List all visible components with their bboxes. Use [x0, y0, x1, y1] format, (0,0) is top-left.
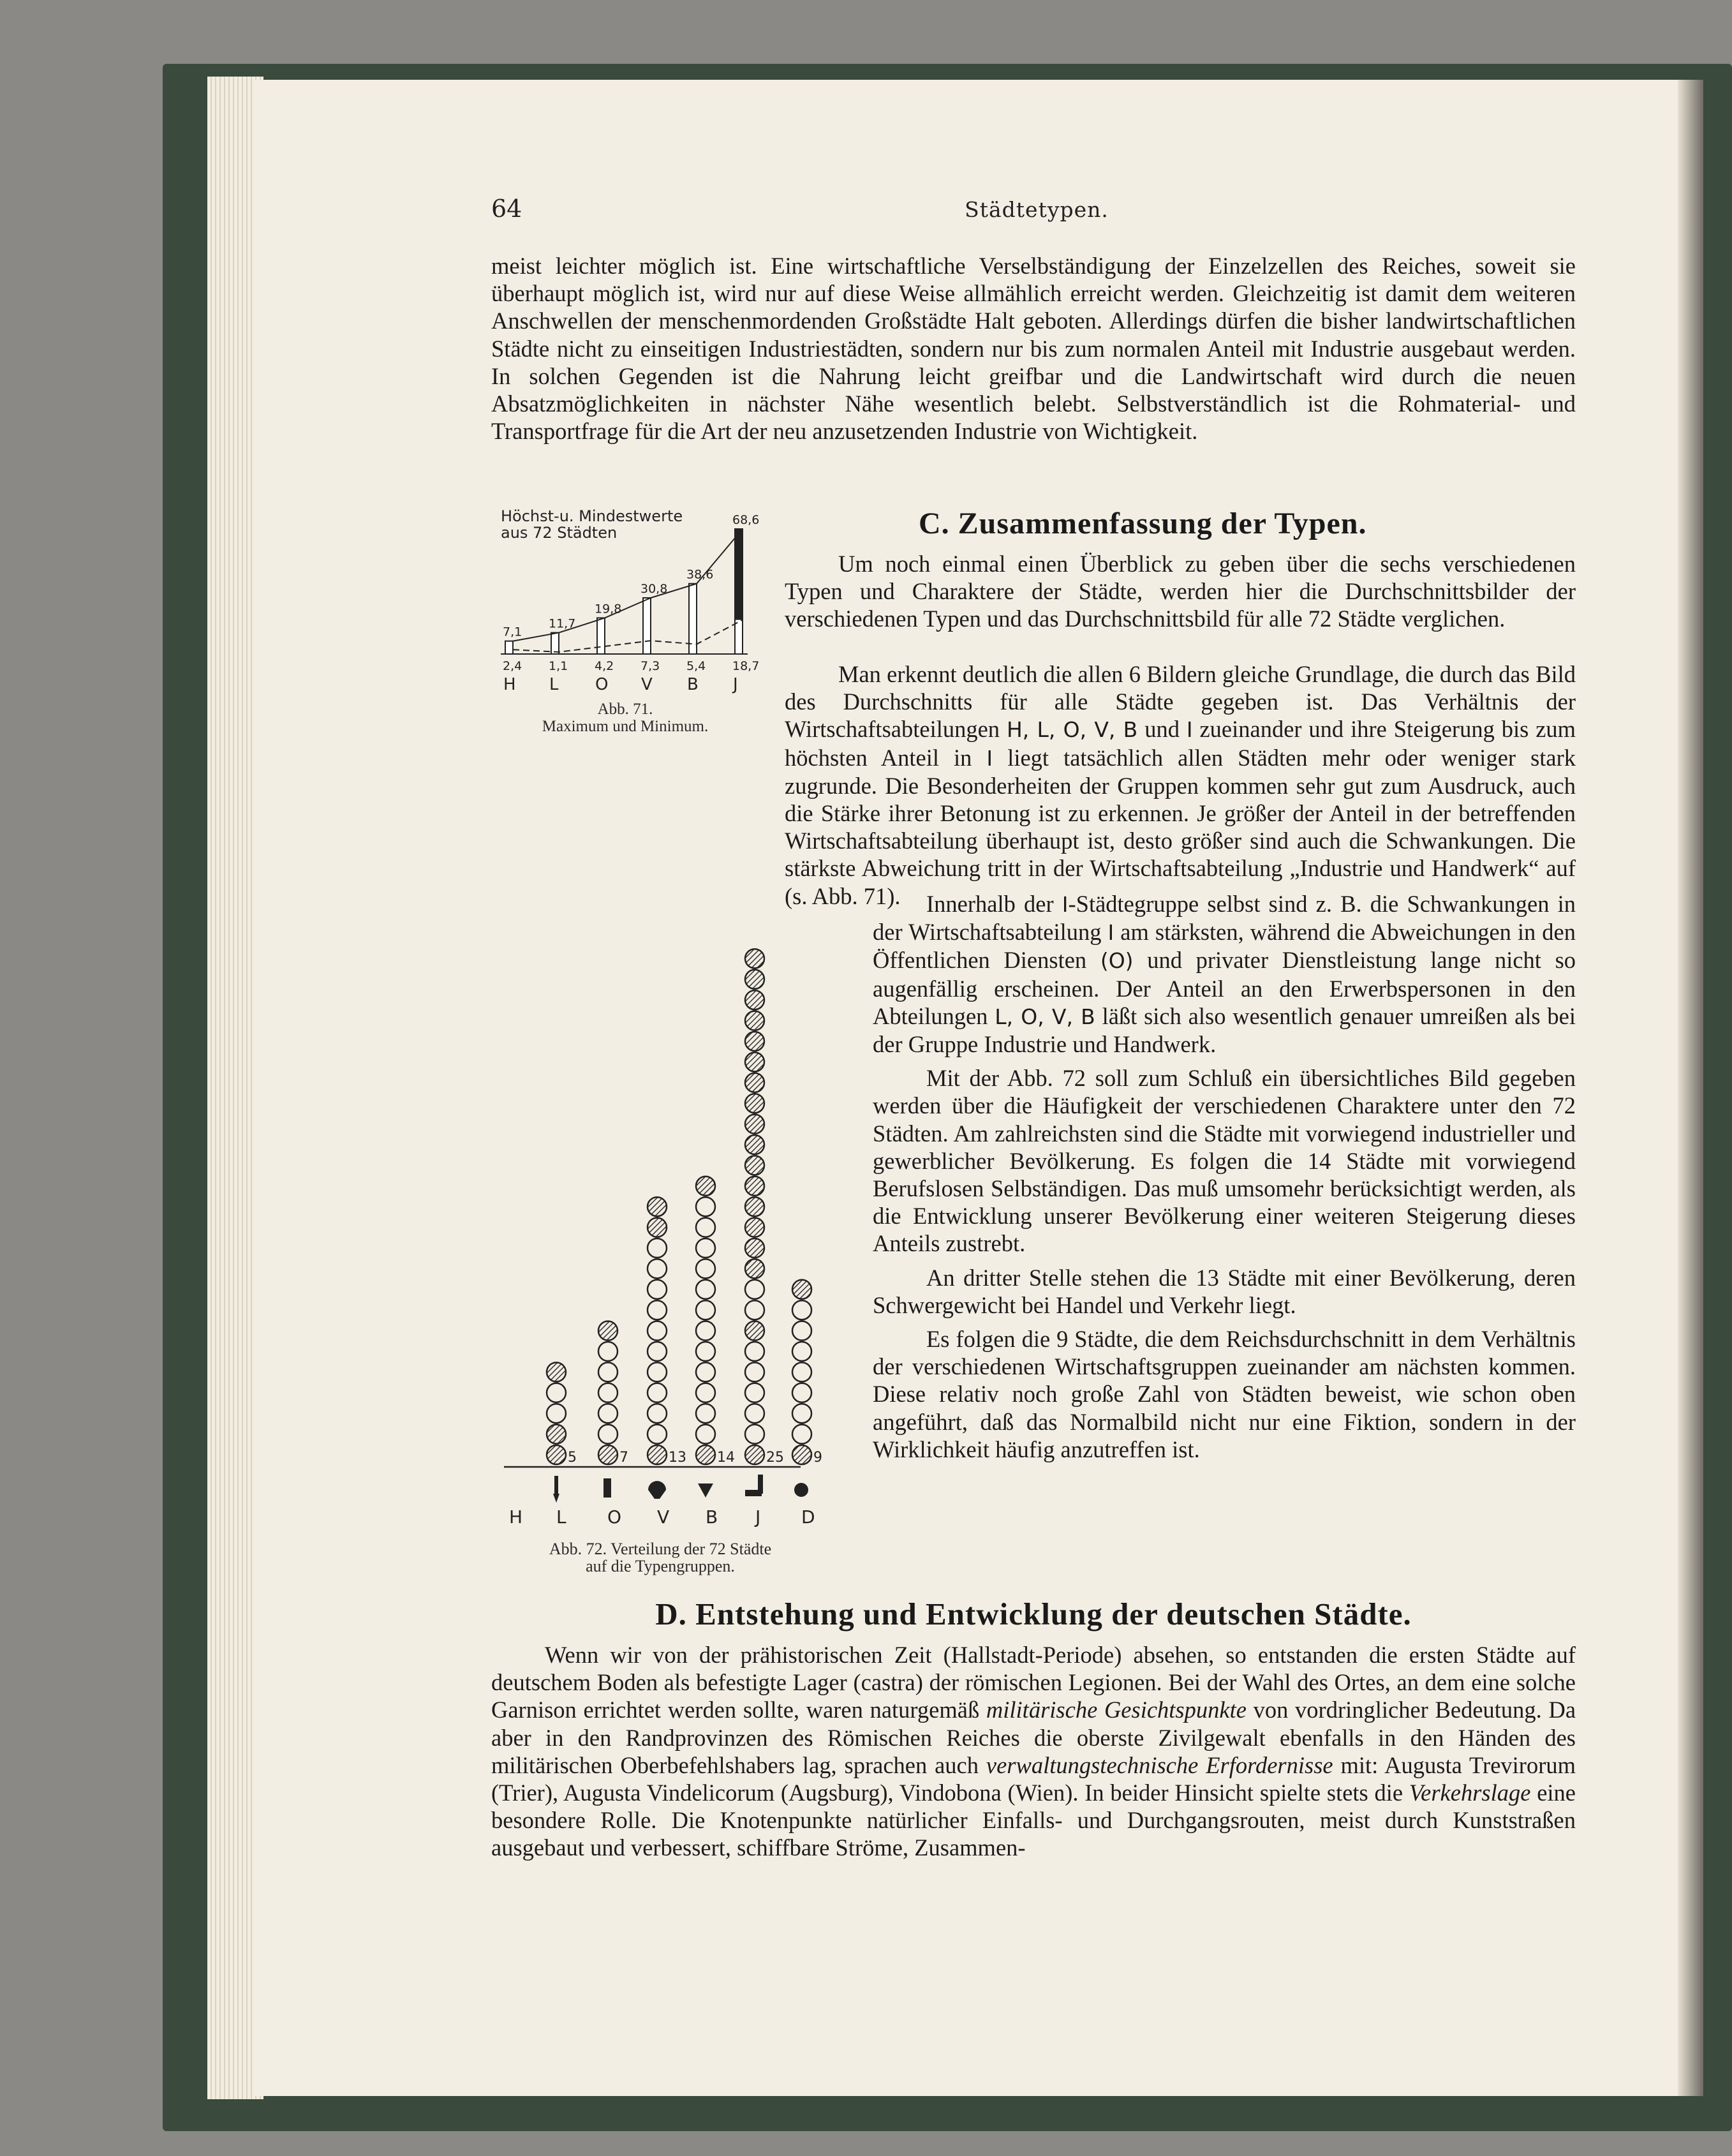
- fig71-max-bar-H: [505, 641, 513, 654]
- c2-part-a: Man erkennt deutlich die allen 6 Bildern gleiche Grundlage, die durch das Bild des Durchschnitts für alle Städte gegeben ist. Das Verhältnis der Wirtschaftsabteilungen: [785, 661, 1576, 743]
- fig72-circle-L: [598, 1445, 618, 1464]
- d1-emphasis-1: militärische Gesichtspunkte: [986, 1697, 1247, 1723]
- fig72-circle-J: [792, 1300, 811, 1320]
- fig72-category-L: L: [556, 1506, 566, 1528]
- fig72-circle-L: [598, 1321, 618, 1341]
- c2-letters: H, L, O, V, B: [1006, 717, 1138, 743]
- fig71-max-label-J: 68,6: [732, 513, 760, 527]
- fig72-count-label-O: 13: [669, 1450, 686, 1466]
- c3-part-e: läßt sich also wesentlich genauer umreißen als bei der Gruppe Industrie und Handwerk.: [873, 1002, 1576, 1058]
- fig72-circle-O: [648, 1445, 667, 1464]
- fig72-circle-V: [696, 1218, 715, 1237]
- fig72-symbol-hook-stem: [758, 1475, 763, 1494]
- fig72-caption-line1: Abb. 72. Verteilung der 72 Städte: [549, 1540, 772, 1558]
- fig72-circle-O: [648, 1300, 667, 1320]
- fig72-circle-L: [598, 1425, 618, 1444]
- fig72-category-D: D: [801, 1506, 815, 1528]
- c2-part-c: zueinander und ihre Steigerung bis zum höchsten Anteil in: [785, 716, 1576, 771]
- fig71-min-label-L: 1,1: [549, 659, 568, 673]
- fig71-min-line: [513, 620, 743, 652]
- fig72-symbol-dot: [794, 1483, 808, 1497]
- fig72-circle-B: [745, 1218, 764, 1237]
- c3-part-a: Innerhalb der: [926, 891, 1054, 917]
- fig72-circle-V: [696, 1445, 715, 1464]
- section-c-right-column: [873, 890, 1576, 1463]
- fig72-circle-V: [696, 1238, 715, 1258]
- fig72-circle-H: [547, 1425, 566, 1444]
- fig71-category-H: H: [503, 675, 516, 694]
- fig72-circle-O: [648, 1362, 667, 1381]
- heading-c: C. Zusammenfassung der Typen.: [919, 507, 1367, 540]
- fig72-circle-B: [745, 1342, 764, 1361]
- fig71-category-V: V: [641, 675, 653, 694]
- fig71-caption-line2: Maximum und Minimum.: [542, 718, 709, 735]
- fig72-caption-line2: auf die Typengruppen.: [586, 1557, 735, 1575]
- fig72-circle-B: [745, 1321, 764, 1341]
- fig71-min-label-B: 5,4: [686, 659, 706, 673]
- fig72-circle-V: [696, 1321, 715, 1341]
- fig72-circle-B: [745, 1156, 764, 1175]
- c3-part-c: am stärksten, während die Abweichungen in den Öffentlichen Diensten: [873, 919, 1576, 974]
- fig72-category-H: H: [509, 1506, 523, 1528]
- fig72-circle-V: [696, 1383, 715, 1402]
- fig72-circle-B: [745, 970, 764, 989]
- paragraph-c4: Mit der Abb. 72 soll zum Schluß ein übersichtliches Bild gegeben werden über die Häufigkeit der verschiedenen Charaktere unter den 72 Städten. Am zahlreichsten sind die Städte mit vorwiegend industrieller und gewerblicher Bevölkerung. Es folgen die 14 Städte mit vorwiegend Berufslosen Selbständigen. Das muß umsomehr berücksichtigt werden, als die Entwicklung unserer Bevölkerung einer weiteren Steigerung dieses Anteils zustrebt.: [873, 1065, 1576, 1257]
- fig71-max-label-B: 38,6: [686, 567, 714, 582]
- fig72-circle-L: [598, 1342, 618, 1361]
- fig72-circle-B: [745, 1011, 764, 1030]
- fig72-circle-O: [648, 1280, 667, 1299]
- fig72-circle-O: [648, 1404, 667, 1423]
- d1-emphasis-2: verwaltungstechnische Erfordernisse: [986, 1751, 1333, 1778]
- fig71-min-label-O: 4,2: [595, 659, 614, 673]
- fig72-circle-B: [745, 1238, 764, 1258]
- fig71-caption-line1: Abb. 71.: [597, 701, 653, 718]
- figure-72-chart: [504, 890, 822, 1541]
- d1-part-c: mit: Augusta Trevirorum (Trier), Augusta Vindelicorum (Augsburg), Vindobona (Wien). In beider Hinsicht spielte stets die: [491, 1751, 1576, 1806]
- c3-part-d: und privater Dienstleistung lange nicht so augenfällig erscheinen. Der Anteil an den Erwerbspersonen in den Abteilungen: [873, 947, 1576, 1029]
- figure-72-caption: [504, 1540, 817, 1575]
- fig72-circle-O: [648, 1383, 667, 1402]
- fig72-count-label-J: 9: [813, 1450, 822, 1466]
- fig72-symbol-shell: [648, 1481, 666, 1499]
- paragraph-c3: [873, 890, 1576, 1058]
- fig71-min-label-V: 7,3: [640, 659, 660, 673]
- c3-o: (O): [1100, 948, 1134, 974]
- fig71-range-bar-J: [735, 529, 743, 620]
- fig72-circle-O: [648, 1342, 667, 1361]
- d1-emphasis-3: Verkehrslage: [1409, 1780, 1531, 1806]
- fig72-circle-H: [547, 1362, 566, 1381]
- fig71-max-label-H: 7,1: [503, 625, 522, 639]
- c3-i: I: [1062, 892, 1069, 917]
- fig72-circle-V: [696, 1300, 715, 1320]
- running-header: [491, 195, 1582, 233]
- heading-d: D. Entstehung und Entwicklung der deutschen Städte.: [655, 1596, 1412, 1632]
- fig72-circle-B: [745, 1300, 764, 1320]
- fig71-title-line2: aus 72 Städten: [501, 524, 618, 542]
- paragraph-1: meist leichter möglich ist. Eine wirtschaftliche Verselbständigung der Einzelzellen des Reiches, soweit sie überhaupt möglich ist, wird nur auf diese Weise allmählich erreicht werden. Gleichzeitig ist damit dem weiteren Anschwellen der menschenmordenden Großstädte Halt geboten. Allerdings dürfen die bisher landwirtschaftlichen Städte nicht zu einseitigen Industriestädten, sondern nur bis zum normalen Anteil mit Industrie ausgebaut werden. In solchen Gegenden ist die Nahrung leicht greifbar und die Landwirtschaft wird durch die neuen Absatzmöglichkeiten in nächster Nähe wesentlich belebt. Selbstverständlich ist die Rohmaterial- und Transportfrage für die Art der neu anzusetzenden Industrie von Wichtigkeit.: [491, 253, 1576, 445]
- fig72-circle-L: [598, 1362, 618, 1381]
- fig72-circle-J: [792, 1425, 811, 1444]
- fig72-symbol-bar: [603, 1478, 611, 1498]
- c3-part-b: -Städtegruppe selbst sind z. B. die Schwankungen in der Wirtschaftsabteilung: [873, 891, 1576, 946]
- fig72-circle-V: [696, 1197, 715, 1216]
- fig72-circle-B: [745, 1177, 764, 1196]
- fig72-circle-V: [696, 1342, 715, 1361]
- c2-part-d: liegt tatsächlich allen Städten mehr oder weniger stark zugrunde. Die Besonderheiten der Gruppen kommen sehr gut zum Ausdruck, auch die Stärke ihrer Betonung ist zu erkennen. Je größer der Anteil in der betreffenden Wirtschaftsabteilung überhaupt ist, desto größer sind auch die Schwankungen. Die stärkste Abweichung tritt in der Wirtschaftsabteilung „Industrie und Handwerk“ auf (s. Abb. 71).: [785, 744, 1576, 909]
- fig72-circle-J: [792, 1342, 811, 1361]
- fig71-max-label-L: 11,7: [549, 616, 576, 631]
- fig72-circle-J: [792, 1321, 811, 1341]
- paragraph-d1: [491, 1641, 1576, 1862]
- fig71-category-J: J: [733, 675, 738, 694]
- fig71-max-line: [513, 529, 743, 641]
- fig72-circle-B: [745, 1362, 764, 1381]
- fig72-category-V: V: [657, 1506, 670, 1528]
- d1-part-b: von vordringlicher Bedeutung. Da aber in den Randprovinzen des Römischen Reiches die oberste Zivilgewalt ebenfalls in den Händen des militärischen Oberbefehlshabers lag, sprachen auch: [491, 1697, 1576, 1778]
- fig72-circle-B: [745, 1052, 764, 1071]
- fig72-circle-B: [745, 1404, 764, 1423]
- fig71-max-label-V: 30,8: [640, 582, 668, 596]
- fig72-circle-H: [547, 1383, 566, 1402]
- fig72-count-label-B: 25: [766, 1450, 784, 1466]
- paragraph-c6: Es folgen die 9 Städte, die dem Reichsdurchschnitt in dem Verhältnis der verschiedenen Wirtschaftsgruppen zueinander am nächsten kommen. Diese relativ noch große Zahl von Städten beweist, wie schon oben angeführt, daß das Normalbild nicht nur eine Fiktion, sondern in der Wirklichkeit häufig anzutreffen ist.: [873, 1326, 1576, 1462]
- fig71-min-label-H: 2,4: [503, 659, 522, 673]
- fig72-circle-B: [745, 1032, 764, 1051]
- fig72-circle-V: [696, 1177, 715, 1196]
- fig72-circle-B: [745, 1197, 764, 1216]
- paragraph-intro: [491, 252, 1576, 445]
- fig71-min-label-J: 18,7: [732, 659, 760, 673]
- c2-part-b: und: [1144, 716, 1180, 743]
- fig72-circle-J: [792, 1445, 811, 1464]
- fig72-circle-B: [745, 1383, 764, 1402]
- paragraph-c1: Um noch einmal einen Überblick zu geben über die sechs verschiedenen Typen und Charaktere der Städte, werden hier die Durchschnittsbilder der verschiedenen Typen und das Durchschnittsbild für alle 72 Städte verglichen.: [785, 551, 1576, 632]
- fig72-circle-O: [648, 1238, 667, 1258]
- fig72-circle-B: [745, 949, 764, 968]
- fig71-category-B: B: [687, 675, 699, 694]
- fig72-circle-V: [696, 1404, 715, 1423]
- fig72-count-label-L: 7: [619, 1450, 628, 1466]
- fig72-circle-O: [648, 1218, 667, 1237]
- fig72-circle-V: [696, 1425, 715, 1444]
- fig72-drawing: [504, 949, 822, 1528]
- fig72-circle-J: [792, 1280, 811, 1299]
- fig72-circle-V: [696, 1280, 715, 1299]
- fig72-circle-J: [792, 1383, 811, 1402]
- fig72-circle-B: [745, 1425, 764, 1444]
- fig71-max-bar-V: [643, 598, 651, 654]
- fig71-max-label-O: 19,8: [595, 602, 622, 616]
- fig72-circle-B: [745, 1135, 764, 1154]
- fig72-circle-J: [792, 1362, 811, 1381]
- fig72-symbol-needle-tip: [553, 1494, 559, 1503]
- fig72-circle-H: [547, 1404, 566, 1423]
- c3-letters: L, O, V, B: [995, 1004, 1095, 1029]
- c2-i: I: [1186, 717, 1193, 743]
- fig72-circle-L: [598, 1404, 618, 1423]
- section-c-column: [785, 550, 1576, 633]
- fig72-circle-V: [696, 1362, 715, 1381]
- fig72-circle-V: [696, 1259, 715, 1278]
- running-title: Städtetypen.: [965, 197, 1109, 222]
- fig71-category-O: O: [595, 675, 609, 694]
- fig72-symbol-triangle: [698, 1483, 713, 1498]
- fig72-circle-J: [792, 1404, 811, 1423]
- fig71-category-L: L: [549, 675, 559, 694]
- section-c-para2: [491, 660, 1576, 910]
- fig71-max-bar-L: [551, 633, 559, 654]
- fig72-circle-B: [745, 1073, 764, 1092]
- fig72-circle-O: [648, 1321, 667, 1341]
- fig72-circle-B: [745, 990, 764, 1009]
- section-d: [491, 1641, 1576, 1862]
- fig72-circle-O: [648, 1197, 667, 1216]
- paragraph-c5: An dritter Stelle stehen die 13 Städte mit einer Bevölkerung, deren Schwergewicht bei Handel und Verkehr liegt.: [873, 1264, 1576, 1318]
- fig71-title-line1: Höchst-u. Mindestwerte: [501, 507, 683, 525]
- d1-part-d: eine besondere Rolle. Die Knotenpunkte natürlicher Einfalls- und Durchgangsrouten, meist durch Kunststraßen ausgebaut und verbessert, schiffbare Ströme, Zusammen-: [491, 1780, 1576, 1861]
- c2-i2: I: [986, 745, 993, 771]
- c3-i2: I: [1107, 920, 1114, 946]
- fig72-circle-B: [745, 1259, 764, 1278]
- fig72-circle-B: [745, 1445, 764, 1464]
- fig72-circle-B: [745, 1115, 764, 1134]
- fig72-circle-B: [745, 1094, 764, 1113]
- page-right-edge: [1678, 80, 1703, 2096]
- fig72-symbol-needle: [554, 1476, 558, 1494]
- fig72-circle-O: [648, 1425, 667, 1444]
- fig72-count-label-V: 14: [717, 1450, 735, 1466]
- page-number: 64: [491, 195, 522, 223]
- fig72-circle-L: [598, 1383, 618, 1402]
- fig72-circle-O: [648, 1259, 667, 1278]
- fig72-category-O: O: [607, 1506, 622, 1528]
- fig72-circle-H: [547, 1445, 566, 1464]
- paragraph-c2-wrap: [491, 660, 1576, 910]
- d1-part-a: Wenn wir von der prähistorischen Zeit (Hallstadt-Periode) absehen, so entstanden die ersten Städte auf deutschem Boden als befestigte Lager (castra) der römischen Legionen. Bei der Wahl des Ortes, an dem eine solche Garnison errichtet werden sollte, waren naturgemäß: [491, 1642, 1576, 1723]
- fig71-max-bar-O: [597, 618, 605, 654]
- fig72-circle-B: [745, 1280, 764, 1299]
- fig72-category-J: J: [755, 1506, 761, 1528]
- fig72-count-label-H: 5: [568, 1450, 577, 1466]
- fig72-category-B: B: [706, 1506, 718, 1528]
